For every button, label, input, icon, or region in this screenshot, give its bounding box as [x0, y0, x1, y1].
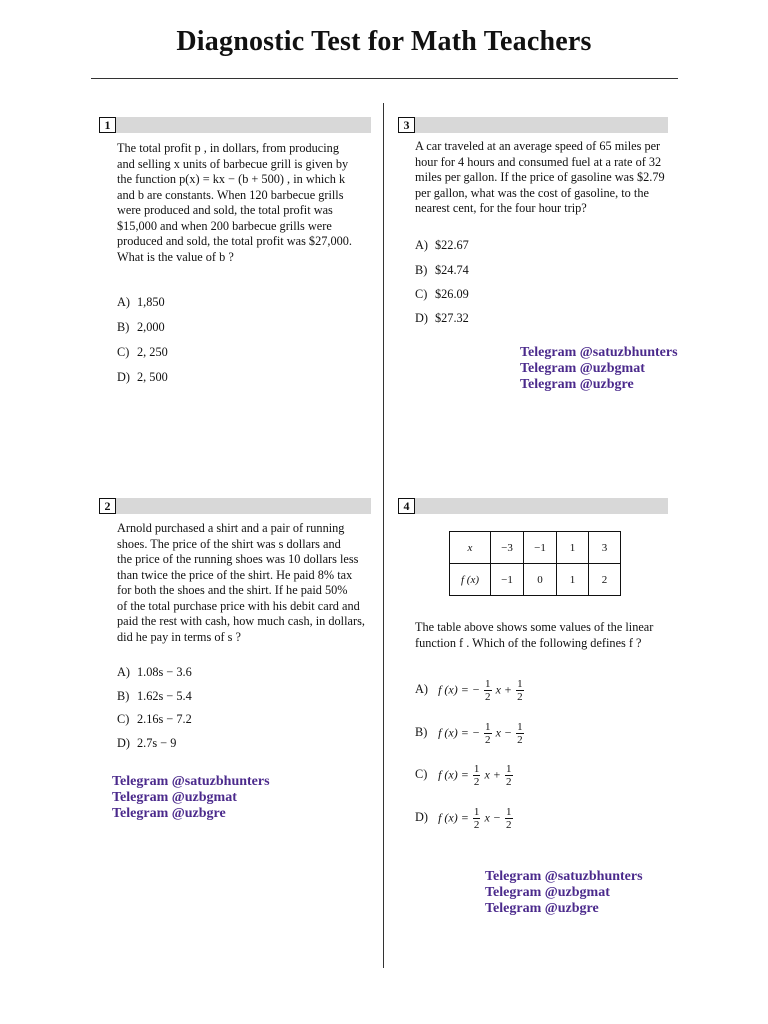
question-2-number: 2 [99, 498, 116, 514]
question-1-text [117, 141, 377, 265]
question-3-text [415, 139, 677, 217]
telegram-link[interactable]: Telegram @uzbgmat [112, 790, 237, 805]
q2-option-d[interactable] [117, 736, 176, 751]
page-title: Diagnostic Test for Math Teachers [176, 26, 592, 57]
q3-line: nearest cent, for the four hour trip? [415, 201, 587, 215]
column-divider [383, 103, 384, 968]
option-text: 2,000 [137, 320, 165, 334]
question-4-header [398, 498, 668, 514]
option-text: $27.32 [435, 311, 469, 325]
q2-line: of the total purchase price with his debit card and [117, 598, 360, 613]
fraction-numerator: 1 [473, 763, 480, 775]
table-row [450, 532, 621, 564]
telegram-link[interactable]: Telegram @uzbgre [520, 377, 634, 392]
q4-option-c[interactable] [415, 763, 514, 788]
option-text: 2, 500 [137, 370, 168, 384]
fraction-denominator: 2 [485, 734, 491, 746]
q1-line: were produced and sold, the total profit was [117, 203, 333, 217]
option-text: 2.7s − 9 [137, 736, 177, 750]
option-letter: C) [117, 712, 130, 726]
q3-line: hour for 4 hours and consumed fuel at a rate of 32 [415, 154, 662, 169]
table-cell: x [450, 532, 491, 564]
option-mid: x + [484, 767, 501, 782]
q2-line: shoes. The price of the shirt was s dollars and [117, 536, 341, 551]
table-cell: f (x) [450, 564, 491, 596]
q1-line: The total profit p , in dollars, from producing [117, 141, 339, 155]
q4-line: The table above shows some values of the linear [415, 620, 654, 634]
fraction [473, 763, 481, 788]
option-lhs: f (x) = − [438, 682, 480, 697]
q3-option-c[interactable] [415, 287, 469, 302]
q1-option-c[interactable] [117, 345, 168, 360]
option-letter: C) [415, 767, 428, 782]
telegram-block-2 [112, 774, 270, 822]
q3-option-b[interactable] [415, 263, 469, 278]
question-1-header [99, 117, 371, 133]
fraction-denominator: 2 [473, 819, 480, 831]
fraction-numerator: 1 [485, 678, 491, 690]
option-lhs: f (x) = [438, 810, 469, 825]
option-text: 2.16s − 7.2 [137, 712, 192, 726]
table-cell: −3 [491, 532, 524, 564]
fraction-denominator: 2 [506, 776, 512, 788]
telegram-block-3 [485, 869, 643, 917]
fraction-denominator: 2 [473, 776, 480, 788]
q2-option-b[interactable] [117, 689, 192, 704]
q1-line: and selling x units of barbecue grill is given by [117, 156, 349, 171]
q1-option-a[interactable] [117, 295, 165, 310]
option-lhs: f (x) = − [438, 725, 480, 740]
q1-option-d[interactable] [117, 370, 168, 385]
option-text: 1.08s − 3.6 [137, 665, 192, 679]
fraction [473, 806, 481, 831]
question-1-number: 1 [99, 117, 116, 133]
q2-line: than twice the price of the shirt. He paid 8% tax [117, 567, 353, 582]
option-letter: C) [415, 287, 428, 301]
option-letter: D) [415, 311, 428, 325]
option-letter: A) [117, 295, 130, 309]
table-cell: 2 [589, 564, 621, 596]
q1-line: the function p(x) = kx − (b + 500) , in which k [117, 172, 346, 186]
telegram-link[interactable]: Telegram @uzbgre [485, 901, 599, 916]
q4-option-a[interactable] [415, 678, 525, 703]
option-lhs: f (x) = [438, 767, 469, 782]
fraction-denominator: 2 [517, 691, 523, 703]
option-letter: B) [415, 263, 428, 277]
question-4-number: 4 [398, 498, 415, 514]
option-letter: D) [117, 370, 130, 384]
title-divider [91, 78, 678, 79]
fraction-numerator: 1 [517, 721, 523, 733]
option-letter: C) [117, 345, 130, 359]
question-4-text [415, 620, 677, 651]
option-letter: D) [117, 736, 130, 750]
q2-line: Arnold purchased a shirt and a pair of running [117, 521, 345, 535]
table-cell: −1 [491, 564, 524, 596]
telegram-link[interactable]: Telegram @uzbgmat [520, 361, 645, 376]
values-table [449, 531, 621, 596]
telegram-link[interactable]: Telegram @satuzbhunters [112, 774, 270, 789]
option-letter: A) [415, 238, 428, 252]
q3-line: A car traveled at an average speed of 65 miles per [415, 139, 661, 153]
option-letter: A) [415, 682, 428, 697]
question-3-header [398, 117, 668, 133]
question-3-number: 3 [398, 117, 415, 133]
table-cell: 3 [589, 532, 621, 564]
option-letter: B) [117, 689, 130, 703]
q1-line: and b are constants. When 120 barbecue grills [117, 187, 344, 202]
fraction-numerator: 1 [485, 721, 491, 733]
table-cell: 1 [557, 532, 589, 564]
q2-line: for both the shoes and the shirt. If he paid 50% [117, 583, 348, 597]
table-cell: −1 [524, 532, 557, 564]
option-text: $24.74 [435, 263, 469, 277]
fraction [516, 678, 524, 703]
fraction [484, 678, 492, 703]
q2-line: the price of the running shoes was 10 dollars less [117, 552, 359, 566]
q1-option-b[interactable] [117, 320, 165, 335]
question-2-header [99, 498, 371, 514]
fraction-numerator: 1 [506, 763, 512, 775]
telegram-link[interactable]: Telegram @satuzbhunters [520, 345, 678, 360]
fraction [505, 763, 513, 788]
fraction-denominator: 2 [485, 691, 491, 703]
option-mid: x − [495, 725, 513, 740]
fraction-numerator: 1 [517, 678, 523, 690]
telegram-link[interactable]: Telegram @uzbgre [112, 806, 226, 821]
fraction-denominator: 2 [517, 734, 523, 746]
table-cell: 0 [524, 564, 557, 596]
table-row [450, 564, 621, 596]
option-text: 1.62s − 5.4 [137, 689, 192, 703]
option-letter: B) [117, 320, 130, 334]
q3-line: miles per gallon. If the price of gasoline was $2.79 [415, 170, 665, 184]
q4-option-b[interactable] [415, 721, 525, 746]
q2-line: did he pay in terms of s ? [117, 629, 241, 644]
option-letter: B) [415, 725, 428, 740]
fraction [484, 721, 492, 746]
q1-line: produced and sold, the total profit was $27,000. [117, 234, 352, 248]
option-letter: D) [415, 810, 428, 825]
option-text: 1,850 [137, 295, 165, 309]
telegram-link[interactable]: Telegram @uzbgmat [485, 885, 610, 900]
option-mid: x + [495, 682, 513, 697]
q4-option-d[interactable] [415, 806, 514, 831]
q3-option-a[interactable] [415, 238, 469, 253]
option-text: $26.09 [435, 287, 469, 301]
table-cell: 1 [557, 564, 589, 596]
q3-line: per gallon, what was the cost of gasoline, to the [415, 185, 649, 200]
q2-option-c[interactable] [117, 712, 192, 727]
fraction-numerator: 1 [473, 806, 480, 818]
option-text: 2, 250 [137, 345, 168, 359]
fraction-numerator: 1 [506, 806, 512, 818]
q2-line: paid the rest with cash, how much cash, in dollars, [117, 614, 365, 628]
telegram-link[interactable]: Telegram @satuzbhunters [485, 869, 643, 884]
option-mid: x − [484, 810, 501, 825]
option-text: $22.67 [435, 238, 469, 252]
fraction-denominator: 2 [506, 819, 512, 831]
telegram-block-1 [520, 345, 678, 393]
fraction [516, 721, 524, 746]
q3-option-d[interactable] [415, 311, 469, 326]
q1-line: What is the value of b ? [117, 249, 234, 264]
fraction [505, 806, 513, 831]
q1-line: $15,000 and when 200 barbecue grills were [117, 218, 332, 233]
q4-line: function f . Which of the following defines f ? [415, 635, 642, 650]
option-letter: A) [117, 665, 130, 679]
q2-option-a[interactable] [117, 665, 192, 680]
question-2-text [117, 521, 379, 645]
